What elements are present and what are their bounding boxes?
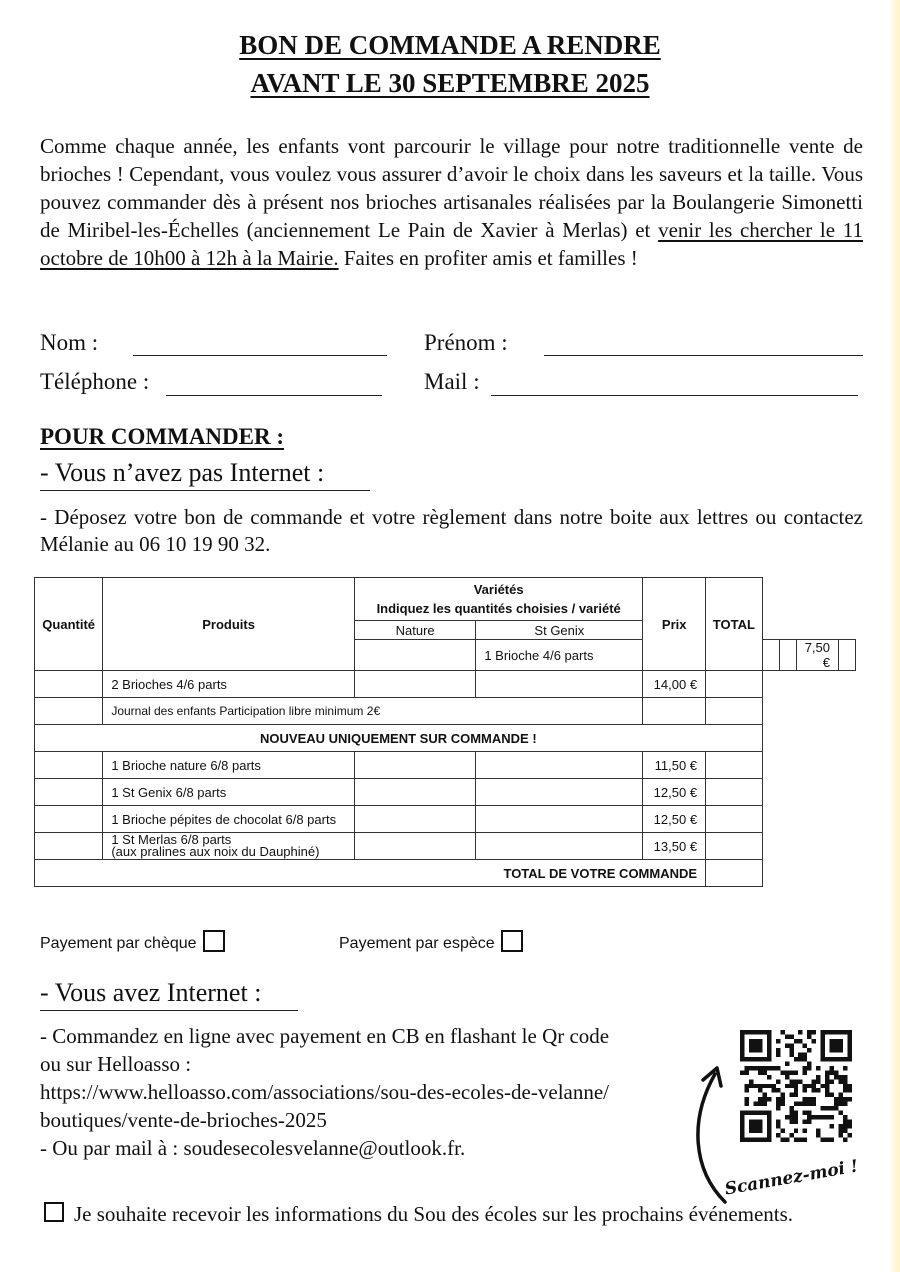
quantity-cell[interactable]: [35, 833, 103, 860]
table-row: [35, 752, 856, 779]
st-genix-qty-cell[interactable]: [476, 671, 643, 698]
title-line-1: BON DE COMMANDE A RENDRE: [239, 30, 661, 60]
payment-cheque-option: [40, 930, 225, 953]
nature-qty-cell[interactable]: [354, 752, 475, 779]
total-commande-label: TOTAL DE VOTRE COMMANDE: [35, 860, 706, 887]
payment-cheque-label: Payement par chèque: [40, 935, 197, 952]
price-cell: 14,00 €: [643, 671, 706, 698]
newsletter-optin-label: Je souhaite recevoir les informations du Sou des écoles sur les prochains événements.: [74, 1202, 794, 1226]
nature-qty-cell[interactable]: [354, 779, 475, 806]
product-cell: [103, 833, 355, 860]
total-cell[interactable]: [706, 806, 763, 833]
merlas-name: 1 St Merlas 6/8 parts: [111, 832, 232, 847]
payment-espece-option: [339, 930, 523, 953]
pour-commander-heading: [40, 424, 284, 450]
header-prix: Prix: [643, 578, 706, 671]
scannez-moi-caption: Scannez-moi !: [723, 1156, 860, 1200]
product-cell: 1 Brioche pépites de chocolat 6/8 parts: [103, 806, 355, 833]
st-genix-qty-cell[interactable]: [476, 752, 643, 779]
table-row: [35, 698, 856, 725]
varietes-instruction: Indiquez les quantités choisies / variété: [376, 601, 621, 616]
total-cell[interactable]: [706, 833, 763, 860]
no-internet-heading: - Vous n’avez pas Internet :: [40, 458, 325, 487]
nom-label: Nom :: [40, 330, 99, 355]
header-nature: Nature: [354, 621, 475, 640]
quantity-cell[interactable]: [35, 806, 103, 833]
price-cell: 12,50 €: [643, 779, 706, 806]
varietes-label: Variétés: [473, 582, 524, 597]
total-cell[interactable]: [706, 698, 763, 725]
header-total: TOTAL: [706, 578, 763, 671]
order-table: [34, 577, 856, 887]
intro-pickup-info: venir les chercher le 11 octobre de 10h00 à 12h à la Mairie.: [40, 218, 863, 270]
mail-label: Mail :: [424, 369, 480, 394]
st-genix-qty-cell[interactable]: [476, 806, 643, 833]
st-genix-qty-cell[interactable]: [476, 779, 643, 806]
journal-cell: Journal des enfants Participation libre minimum 2€: [103, 698, 643, 725]
intro-paragraph: [40, 132, 863, 272]
table-row: [35, 671, 856, 698]
internet-line-2: ou sur Helloasso :: [40, 1052, 192, 1076]
price-cell: [643, 698, 706, 725]
helloasso-link[interactable]: https://www.helloasso.com/associations/sou-des-ecoles-de-velanne/: [40, 1080, 609, 1104]
product-cell: 1 St Genix 6/8 parts: [103, 779, 355, 806]
email-contact[interactable]: - Ou par mail à : soudesecolesvelanne@outlook.fr.: [40, 1136, 466, 1160]
page-title: [0, 26, 900, 102]
grand-total-cell[interactable]: [706, 860, 763, 887]
quantity-cell[interactable]: [354, 640, 475, 671]
telephone-label: Téléphone :: [40, 369, 150, 394]
internet-line-1: - Commandez en ligne avec payement en CB en flashant le Qr code: [40, 1024, 610, 1048]
quantity-cell[interactable]: [35, 698, 103, 725]
table-row: [35, 833, 856, 860]
total-cell[interactable]: [706, 752, 763, 779]
internet-underline: [40, 1010, 298, 1011]
nature-qty-cell[interactable]: [354, 806, 475, 833]
qr-code-icon[interactable]: [740, 1030, 852, 1142]
newsletter-optin: [44, 1202, 793, 1227]
header-varietes: [354, 578, 642, 621]
helloasso-link-cont[interactable]: boutiques/vente-de-brioches-2025: [40, 1108, 327, 1132]
merlas-description: (aux pralines aux noix du Dauphiné): [111, 844, 320, 859]
mail-field[interactable]: [491, 395, 858, 396]
prenom-label: Prénom :: [424, 330, 508, 355]
price-cell: 12,50 €: [643, 806, 706, 833]
intro-text: Comme chaque année, les enfants vont parcourir le village pour notre traditionnelle vente de brioches ! Cependant, vous voulez vous assurer d’avoir le choix dans les saveurs et la taille. Vous pouvez commander dès à présent nos brioches artisanales réalisées par la Boulangerie Simonetti de Miribel-les-Échelles (anciennement Le Pain de Xavier à Merlas) et: [40, 134, 863, 242]
pour-commander-text: POUR COMMANDER :: [40, 424, 285, 449]
total-cell[interactable]: [839, 640, 856, 671]
total-cell[interactable]: [706, 671, 763, 698]
quantity-cell[interactable]: [35, 671, 103, 698]
price-cell: 11,50 €: [643, 752, 706, 779]
table-row: [35, 806, 856, 833]
st-genix-qty-cell[interactable]: [779, 640, 796, 671]
newsletter-checkbox[interactable]: [44, 1202, 64, 1222]
nature-qty-cell[interactable]: [354, 671, 475, 698]
product-cell: 2 Brioches 4/6 parts: [103, 671, 355, 698]
header-produits: Produits: [103, 578, 355, 671]
quantity-cell[interactable]: [35, 752, 103, 779]
payment-cheque-checkbox[interactable]: [203, 930, 225, 952]
header-st-genix: St Genix: [476, 621, 643, 640]
internet-heading: - Vous avez Internet :: [40, 978, 262, 1007]
table-row: [35, 779, 856, 806]
quantity-cell[interactable]: [35, 779, 103, 806]
price-cell: 7,50 €: [796, 640, 838, 671]
header-quantite: Quantité: [35, 578, 103, 671]
internet-instructions: [40, 1022, 700, 1162]
product-cell: 1 Brioche nature 6/8 parts: [103, 752, 355, 779]
nom-field[interactable]: [133, 355, 387, 356]
no-internet-text: - Déposez votre bon de commande et votre règlement dans notre boite aux lettres ou contactez Mélanie au 06 10 19 90 32.: [40, 505, 863, 556]
telephone-field[interactable]: [166, 395, 382, 396]
nature-qty-cell[interactable]: [762, 640, 779, 671]
product-cell: 1 Brioche 4/6 parts: [476, 640, 643, 671]
st-genix-qty-cell[interactable]: [476, 833, 643, 860]
payment-espece-checkbox[interactable]: [501, 930, 523, 952]
nouveau-banner: NOUVEAU UNIQUEMENT SUR COMMANDE !: [35, 725, 763, 752]
intro-text-end: Faites en profiter amis et familles !: [338, 246, 638, 270]
prenom-field[interactable]: [544, 355, 863, 356]
total-cell[interactable]: [706, 779, 763, 806]
title-line-2: AVANT LE 30 SEPTEMBRE 2025: [250, 68, 650, 98]
payment-espece-label: Payement par espèce: [339, 935, 495, 952]
price-cell: 13,50 €: [643, 833, 706, 860]
nature-qty-cell[interactable]: [354, 833, 475, 860]
no-internet-underline: [40, 490, 370, 491]
page-edge: [890, 0, 900, 1272]
